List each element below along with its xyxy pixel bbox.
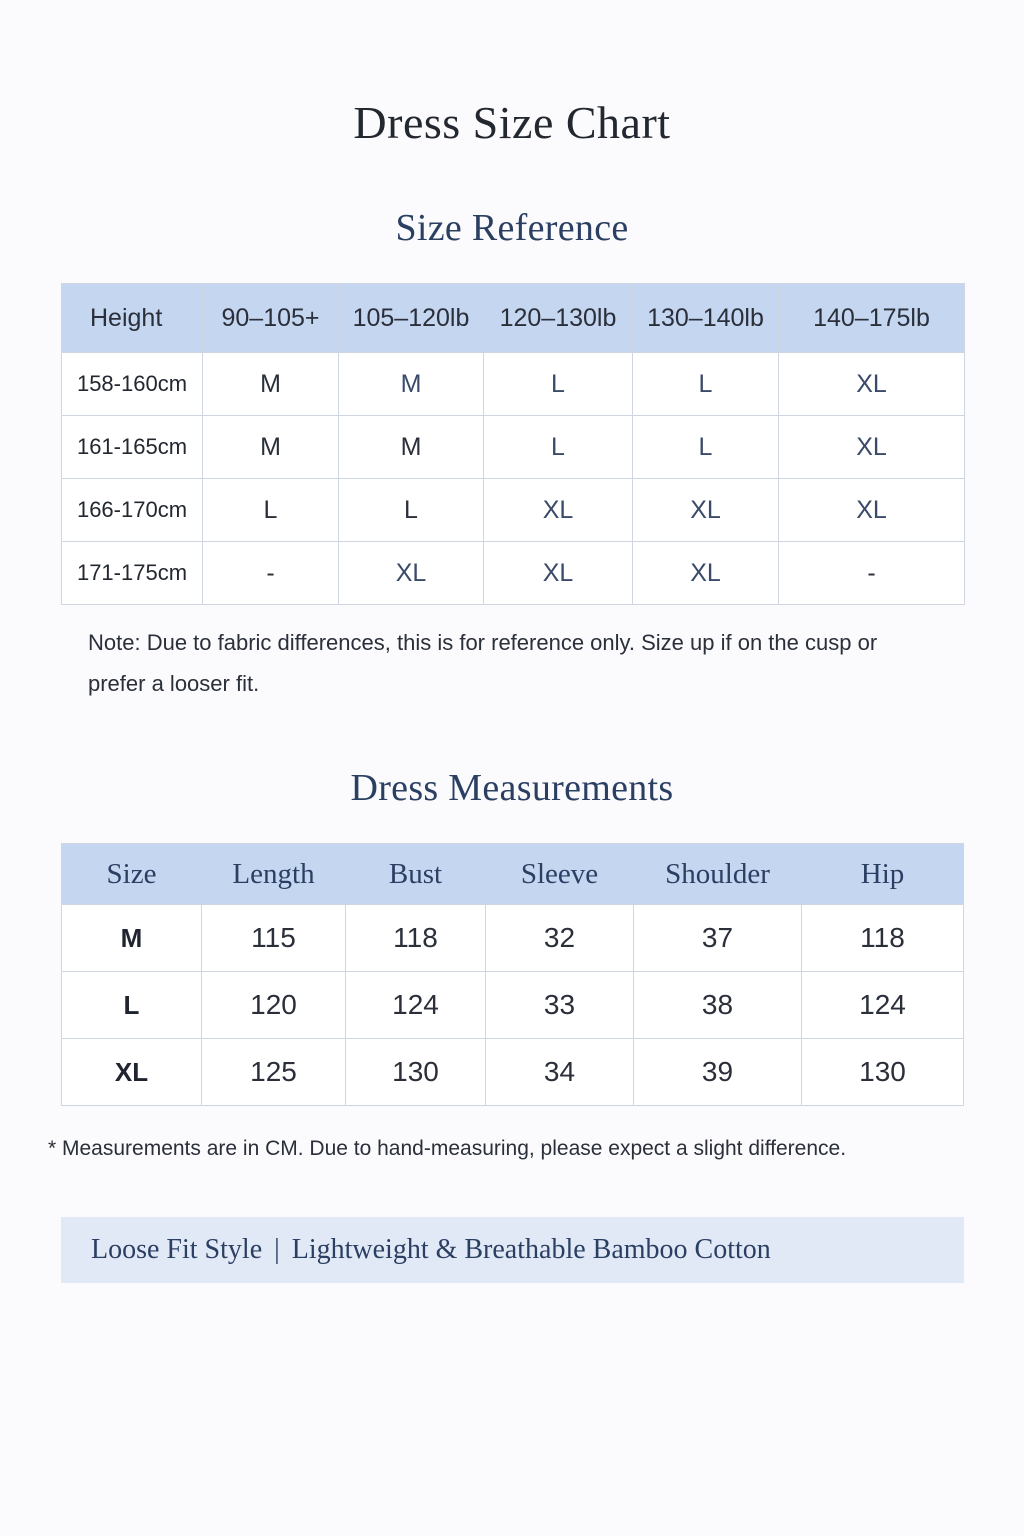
table-row: [62, 1039, 964, 1106]
table-row: [62, 416, 965, 479]
column-header: 120–130lb: [484, 284, 633, 353]
size-cell: L: [484, 416, 633, 479]
table-header-row: [62, 284, 965, 353]
banner-fabric-text: Lightweight & Breathable Bamboo Cotton: [291, 1234, 771, 1265]
table-row: [62, 353, 965, 416]
size-cell: M: [339, 416, 484, 479]
size-cell: XL: [779, 479, 965, 542]
size-cell: L: [484, 353, 633, 416]
measurement-cell: 32: [486, 905, 634, 972]
measurement-cell: 124: [346, 972, 486, 1039]
measurement-cell: 125: [202, 1039, 346, 1106]
column-header: 140–175lb: [779, 284, 965, 353]
column-header: Shoulder: [634, 844, 802, 905]
size-cell: XL: [484, 479, 633, 542]
column-header: 130–140lb: [633, 284, 779, 353]
measurements-heading: Dress Measurements: [350, 767, 674, 809]
measurements-table: [61, 843, 964, 1106]
size-cell: -: [779, 542, 965, 605]
height-cell: 158-160cm: [62, 353, 203, 416]
size-cell: XL: [484, 542, 633, 605]
measurement-cell: 38: [634, 972, 802, 1039]
column-header: Length: [202, 844, 346, 905]
column-header: Size: [62, 844, 202, 905]
size-cell: L: [203, 479, 339, 542]
measurement-cell: 124: [802, 972, 964, 1039]
table-row: [62, 542, 965, 605]
height-cell: 161-165cm: [62, 416, 203, 479]
measurement-cell: 33: [486, 972, 634, 1039]
table-header-row: [62, 844, 964, 905]
size-label-cell: L: [62, 972, 202, 1039]
table-row: [62, 479, 965, 542]
column-header: Bust: [346, 844, 486, 905]
size-cell: XL: [633, 542, 779, 605]
size-cell: M: [203, 416, 339, 479]
measurement-cell: 130: [346, 1039, 486, 1106]
size-cell: XL: [633, 479, 779, 542]
size-cell: XL: [779, 416, 965, 479]
size-cell: M: [203, 353, 339, 416]
size-cell: XL: [339, 542, 484, 605]
size-label-cell: M: [62, 905, 202, 972]
column-header: Sleeve: [486, 844, 634, 905]
table-row: [62, 972, 964, 1039]
measurement-cell: 130: [802, 1039, 964, 1106]
size-cell: L: [339, 479, 484, 542]
measurement-cell: 115: [202, 905, 346, 972]
height-cell: 171-175cm: [62, 542, 203, 605]
column-header: 90–105+: [203, 284, 339, 353]
feature-banner: [61, 1217, 964, 1283]
size-reference-table: [61, 283, 965, 605]
column-header: 105–120lb: [339, 284, 484, 353]
measurement-cell: 118: [802, 905, 964, 972]
size-cell: L: [633, 416, 779, 479]
column-header: Hip: [802, 844, 964, 905]
banner-fit-text: Loose Fit Style: [91, 1234, 263, 1265]
size-cell: M: [339, 353, 484, 416]
size-reference-heading: Size Reference: [395, 207, 629, 249]
page-title: Dress Size Chart: [353, 97, 671, 148]
reference-note: Note: Due to fabric differences, this is for reference only. Size up if on the cusp or prefer a looser fit.: [88, 630, 878, 696]
banner-separator: |: [274, 1234, 280, 1265]
size-cell: XL: [779, 353, 965, 416]
measurement-cell: 120: [202, 972, 346, 1039]
measurement-cell: 118: [346, 905, 486, 972]
size-cell: -: [203, 542, 339, 605]
size-cell: L: [633, 353, 779, 416]
size-label-cell: XL: [62, 1039, 202, 1106]
measurement-footnote: * Measurements are in CM. Due to hand-measuring, please expect a slight difference.: [48, 1137, 847, 1160]
height-cell: 166-170cm: [62, 479, 203, 542]
measurement-cell: 39: [634, 1039, 802, 1106]
measurement-cell: 34: [486, 1039, 634, 1106]
column-header: Height: [62, 284, 203, 353]
measurement-cell: 37: [634, 905, 802, 972]
table-row: [62, 905, 964, 972]
